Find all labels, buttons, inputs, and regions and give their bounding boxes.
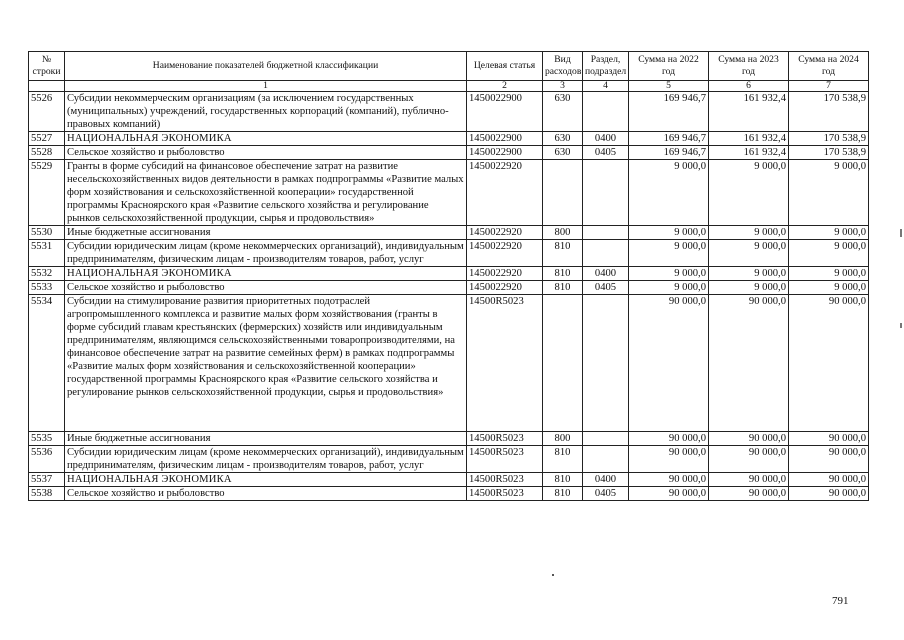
- row-vid: [543, 295, 583, 432]
- row-vid: [543, 160, 583, 226]
- row-sum-2023: 90 000,0: [709, 446, 789, 473]
- row-vid: 810: [543, 446, 583, 473]
- scan-edge-mark: [900, 323, 902, 328]
- header-sum-2022: Сумма на 2022 год: [629, 52, 709, 81]
- row-sum-2024: 170 538,9: [789, 92, 869, 132]
- row-vid: 630: [543, 132, 583, 146]
- row-vid: 810: [543, 267, 583, 281]
- column-number: 4: [583, 81, 629, 92]
- row-sum-2022: 169 946,7: [629, 132, 709, 146]
- row-name: Иные бюджетные ассигнования: [65, 226, 467, 240]
- row-number: 5532: [29, 267, 65, 281]
- row-sum-2024: 170 538,9: [789, 146, 869, 160]
- row-sum-2022: 169 946,7: [629, 92, 709, 132]
- row-sum-2023: 90 000,0: [709, 487, 789, 501]
- row-name: Субсидии юридическим лицам (кроме некоммерческих организаций), индивидуальным предпринимателям, физическим лицам - производителям товаров, работ, услуг: [65, 240, 467, 267]
- page-number: 791: [832, 595, 849, 607]
- row-razdel: [583, 295, 629, 432]
- row-sum-2023: 9 000,0: [709, 267, 789, 281]
- row-sum-2023: 9 000,0: [709, 226, 789, 240]
- column-number: 5: [629, 81, 709, 92]
- row-sum-2024: 9 000,0: [789, 240, 869, 267]
- row-name: Гранты в форме субсидий на финансовое обеспечение затрат на развитие несельскохозяйственных видов деятельности в рамках подпрограммы «Развитие малых форм хозяйствования и сельскохозяйственной кооперации» государственной программы Красноярского края «Развитие сельского хозяйства и регулирование рынков сельскохозяйственной продукции, сырья и продовольствия»: [65, 160, 467, 226]
- row-vid: 810: [543, 487, 583, 501]
- row-code: 14500R5023: [467, 446, 543, 473]
- column-number: [29, 81, 65, 92]
- row-sum-2024: 9 000,0: [789, 226, 869, 240]
- row-vid: 630: [543, 146, 583, 160]
- row-number: 5531: [29, 240, 65, 267]
- row-sum-2023: 161 932,4: [709, 132, 789, 146]
- row-name: НАЦИОНАЛЬНАЯ ЭКОНОМИКА: [65, 267, 467, 281]
- row-razdel: 0405: [583, 146, 629, 160]
- scan-speck: [552, 574, 554, 576]
- row-sum-2024: 90 000,0: [789, 473, 869, 487]
- scan-edge-mark: [900, 229, 902, 237]
- row-code: 14500R5023: [467, 295, 543, 432]
- row-name: Сельское хозяйство и рыболовство: [65, 281, 467, 295]
- table-row: [29, 432, 869, 446]
- row-code: 14500R5023: [467, 473, 543, 487]
- column-number-row: [29, 81, 869, 92]
- row-sum-2023: 90 000,0: [709, 473, 789, 487]
- header-vid: Вид расходов: [543, 52, 583, 81]
- row-razdel: 0405: [583, 487, 629, 501]
- row-razdel: 0400: [583, 267, 629, 281]
- table-row: [29, 240, 869, 267]
- row-sum-2022: 9 000,0: [629, 226, 709, 240]
- row-sum-2024: 90 000,0: [789, 432, 869, 446]
- row-sum-2024: 9 000,0: [789, 160, 869, 226]
- table-row: [29, 226, 869, 240]
- row-name: Сельское хозяйство и рыболовство: [65, 487, 467, 501]
- row-razdel: 0400: [583, 132, 629, 146]
- row-code: 1450022900: [467, 132, 543, 146]
- row-name: Иные бюджетные ассигнования: [65, 432, 467, 446]
- row-sum-2023: 161 932,4: [709, 92, 789, 132]
- row-code: 1450022900: [467, 92, 543, 132]
- row-sum-2023: 90 000,0: [709, 295, 789, 432]
- row-sum-2023: 90 000,0: [709, 432, 789, 446]
- row-name: Субсидии на стимулирование развития приоритетных подотраслей агропромышленного комплекса и развитие малых форм хозяйствования (гранты в форме субсидий главам крестьянских (фермерских) хозяйств или индивидуальным предпринимателям, являющимся сельскохозяйственными товаропроизводителями, на финансовое обеспечение затрат на развитие семейных ферм) в рамках подпрограммы «Развитие малых форм хозяйствования и сельскохозяйственной кооперации» государственной программы Красноярского края «Развитие сельского хозяйства и регулирование рынков сельскохозяйственной продукции, сырья и продовольствия»: [65, 295, 467, 432]
- row-sum-2022: 90 000,0: [629, 487, 709, 501]
- row-name: Субсидии некоммерческим организациям (за исключением государственных (муниципальных) учреждений, государственных корпораций (компаний), публично-правовых компаний): [65, 92, 467, 132]
- row-number: 5538: [29, 487, 65, 501]
- row-sum-2024: 90 000,0: [789, 487, 869, 501]
- table-row: [29, 295, 869, 432]
- row-razdel: [583, 92, 629, 132]
- row-number: 5533: [29, 281, 65, 295]
- row-code: 1450022920: [467, 226, 543, 240]
- budget-table: [28, 51, 869, 501]
- row-sum-2023: 9 000,0: [709, 281, 789, 295]
- header-name: Наименование показателей бюджетной классификации: [65, 52, 467, 81]
- row-name: Сельское хозяйство и рыболовство: [65, 146, 467, 160]
- column-number: 6: [709, 81, 789, 92]
- table-header-row: [29, 52, 869, 81]
- row-sum-2022: 9 000,0: [629, 267, 709, 281]
- row-code: 1450022920: [467, 281, 543, 295]
- row-number: 5530: [29, 226, 65, 240]
- row-name: Субсидии юридическим лицам (кроме некоммерческих организаций), индивидуальным предпринимателям, физическим лицам - производителям товаров, работ, услуг: [65, 446, 467, 473]
- table-row: [29, 146, 869, 160]
- row-sum-2022: 90 000,0: [629, 446, 709, 473]
- row-sum-2023: 9 000,0: [709, 240, 789, 267]
- header-sum-2023: Сумма на 2023 год: [709, 52, 789, 81]
- row-razdel: [583, 160, 629, 226]
- table-row: [29, 281, 869, 295]
- table-row: [29, 92, 869, 132]
- column-number: 7: [789, 81, 869, 92]
- row-number: 5529: [29, 160, 65, 226]
- table-row: [29, 487, 869, 501]
- row-name: НАЦИОНАЛЬНАЯ ЭКОНОМИКА: [65, 132, 467, 146]
- row-code: 1450022920: [467, 267, 543, 281]
- row-sum-2024: 170 538,9: [789, 132, 869, 146]
- row-razdel: [583, 432, 629, 446]
- row-number: 5528: [29, 146, 65, 160]
- row-vid: 810: [543, 240, 583, 267]
- row-razdel: 0400: [583, 473, 629, 487]
- row-razdel: [583, 446, 629, 473]
- row-code: 1450022900: [467, 146, 543, 160]
- row-code: 14500R5023: [467, 432, 543, 446]
- column-number: 1: [65, 81, 467, 92]
- row-sum-2024: 9 000,0: [789, 267, 869, 281]
- row-sum-2024: 90 000,0: [789, 295, 869, 432]
- table-row: [29, 267, 869, 281]
- row-number: 5535: [29, 432, 65, 446]
- row-vid: 810: [543, 473, 583, 487]
- table-row: [29, 473, 869, 487]
- row-number: 5536: [29, 446, 65, 473]
- row-sum-2022: 9 000,0: [629, 240, 709, 267]
- row-sum-2024: 9 000,0: [789, 281, 869, 295]
- row-sum-2022: 90 000,0: [629, 473, 709, 487]
- header-razdel: Раздел, подраздел: [583, 52, 629, 81]
- row-code: 14500R5023: [467, 487, 543, 501]
- row-razdel: 0405: [583, 281, 629, 295]
- row-sum-2022: 90 000,0: [629, 295, 709, 432]
- row-sum-2024: 90 000,0: [789, 446, 869, 473]
- row-name: НАЦИОНАЛЬНАЯ ЭКОНОМИКА: [65, 473, 467, 487]
- row-code: 1450022920: [467, 240, 543, 267]
- row-sum-2022: 9 000,0: [629, 160, 709, 226]
- row-vid: 810: [543, 281, 583, 295]
- header-sum-2024: Сумма на 2024 год: [789, 52, 869, 81]
- row-number: 5537: [29, 473, 65, 487]
- column-number: 2: [467, 81, 543, 92]
- row-razdel: [583, 226, 629, 240]
- row-number: 5534: [29, 295, 65, 432]
- row-code: 1450022920: [467, 160, 543, 226]
- header-row-num: № строки: [29, 52, 65, 81]
- table-row: [29, 446, 869, 473]
- row-number: 5526: [29, 92, 65, 132]
- column-number: 3: [543, 81, 583, 92]
- table-row: [29, 132, 869, 146]
- row-sum-2022: 169 946,7: [629, 146, 709, 160]
- row-sum-2023: 161 932,4: [709, 146, 789, 160]
- row-sum-2022: 9 000,0: [629, 281, 709, 295]
- row-number: 5527: [29, 132, 65, 146]
- header-code: Целевая статья: [467, 52, 543, 81]
- row-vid: 800: [543, 432, 583, 446]
- row-sum-2022: 90 000,0: [629, 432, 709, 446]
- row-razdel: [583, 240, 629, 267]
- row-vid: 800: [543, 226, 583, 240]
- row-sum-2023: 9 000,0: [709, 160, 789, 226]
- row-vid: 630: [543, 92, 583, 132]
- table-row: [29, 160, 869, 226]
